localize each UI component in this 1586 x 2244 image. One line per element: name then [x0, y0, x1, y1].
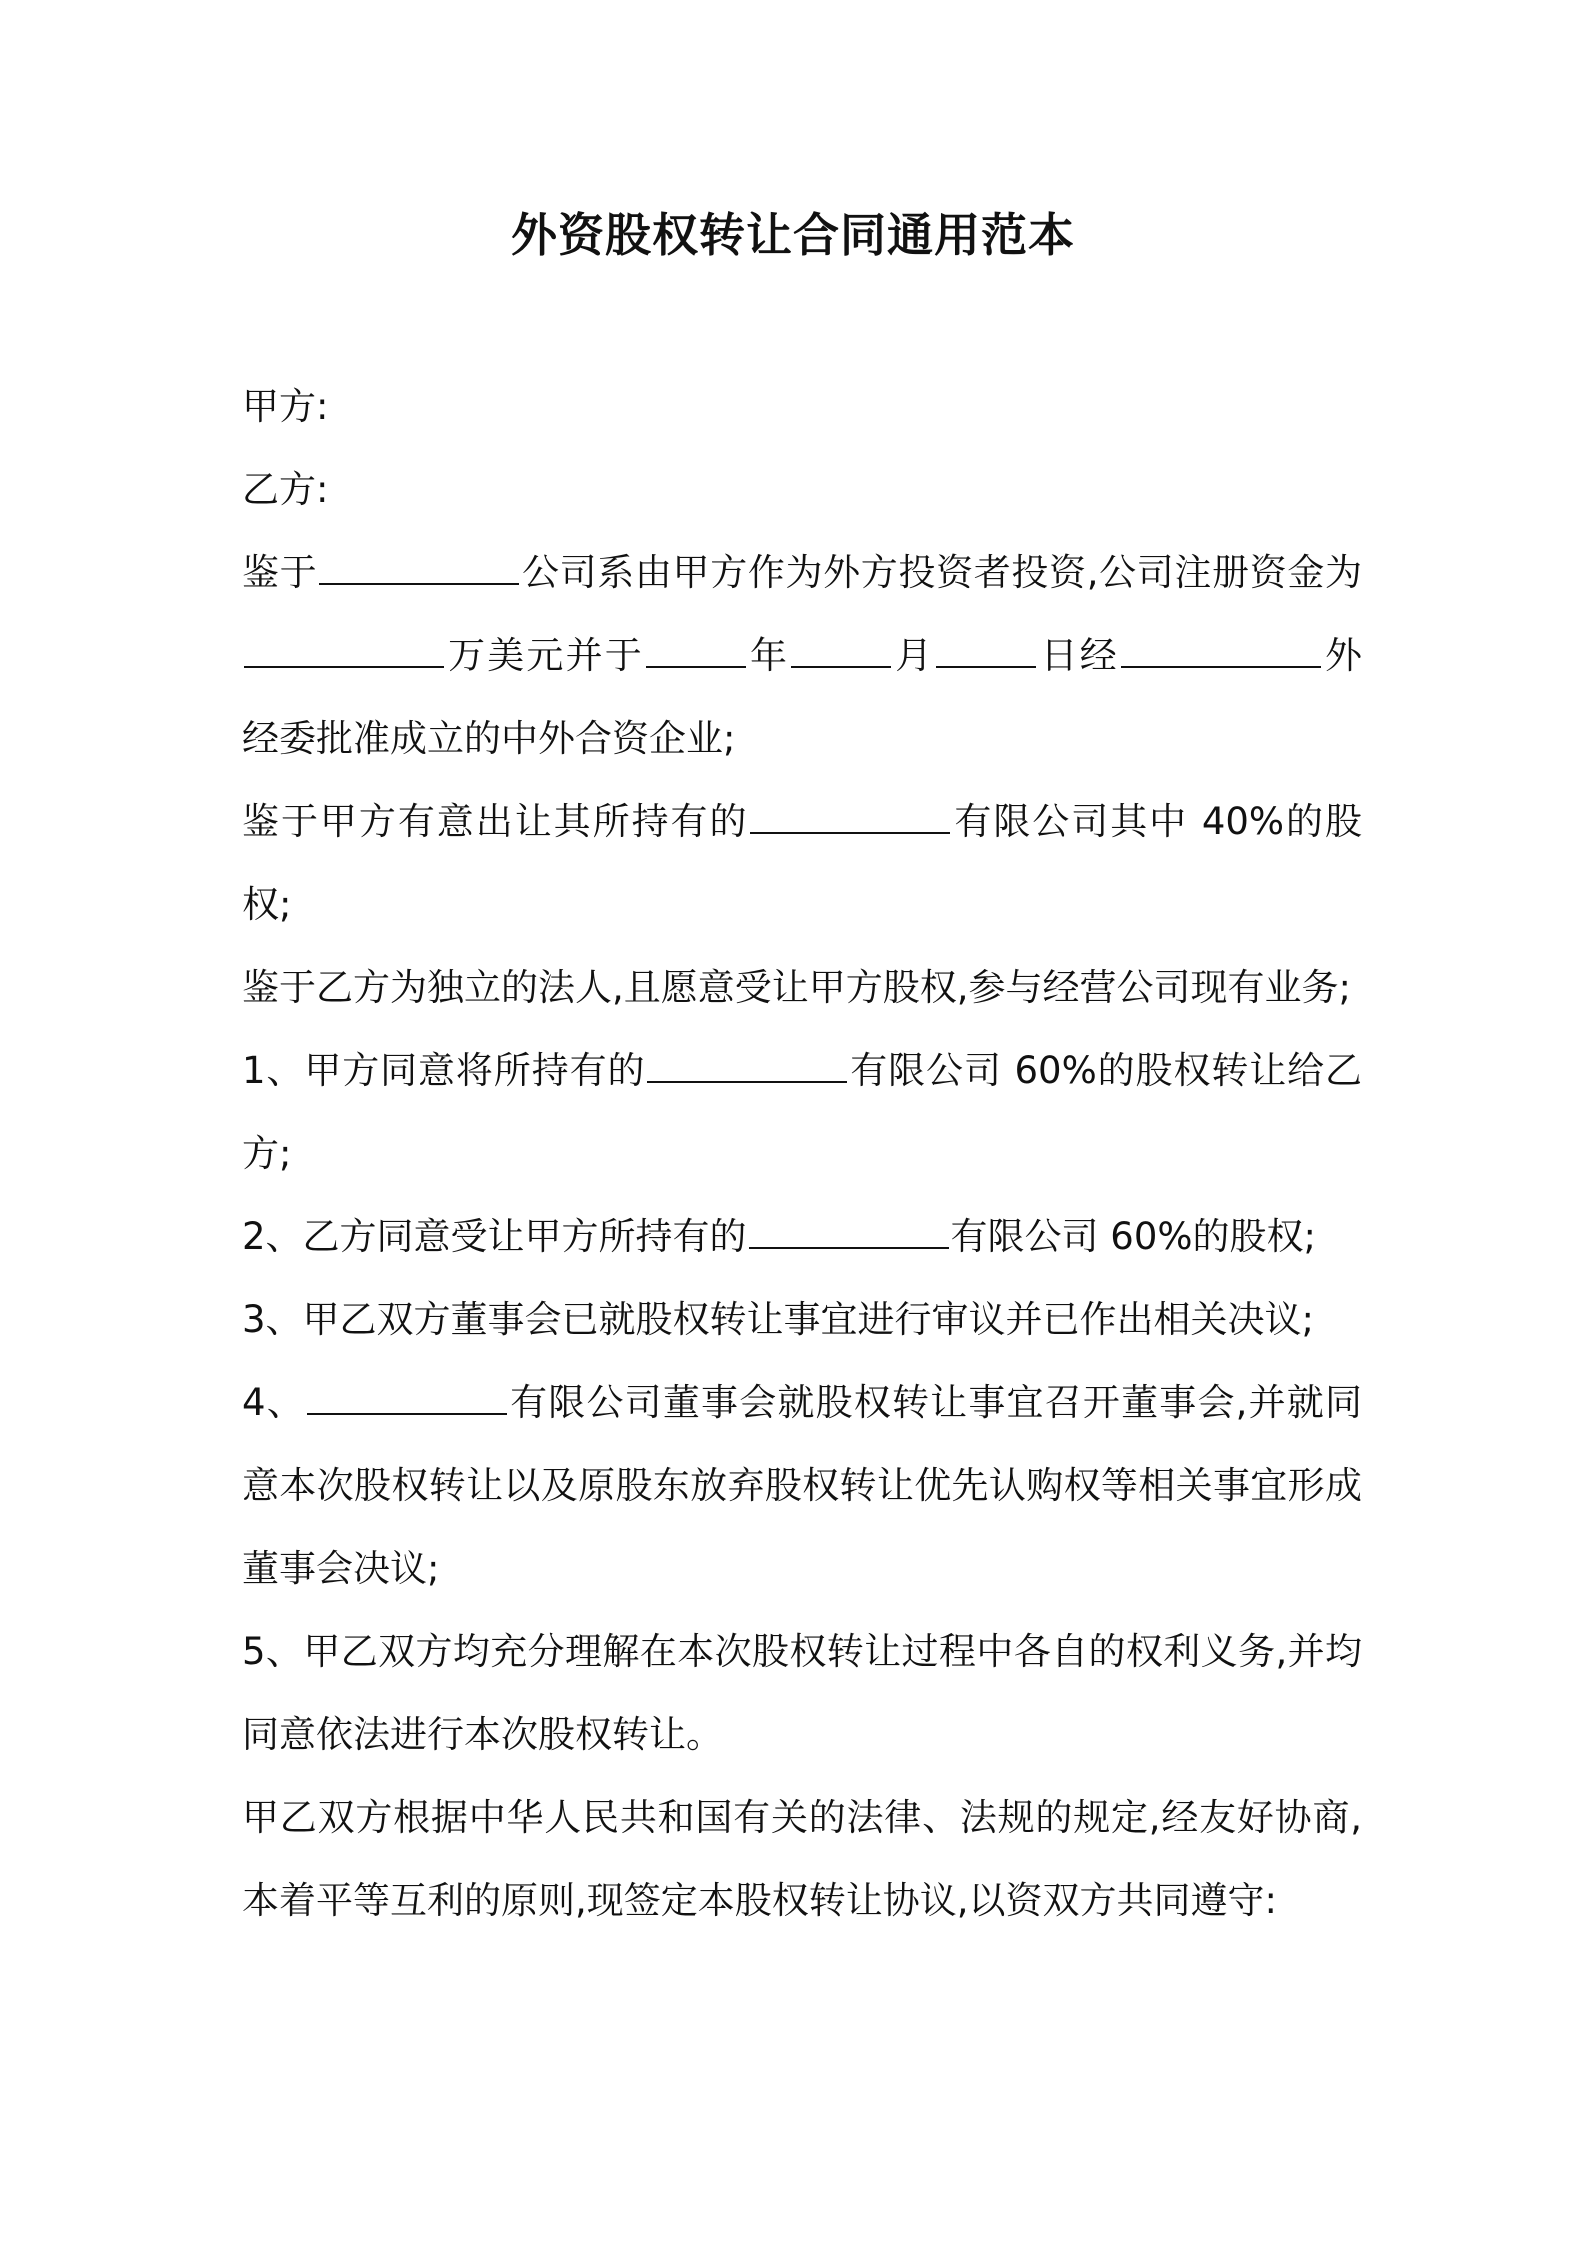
- fill-blank-company: [319, 547, 519, 585]
- document-title: 外资股权转让合同通用范本: [511, 208, 1075, 262]
- text-segment: 有限公司董事会就股权转让事宜召开董事会,并就同意本次股权转让以及原股东放弃股权转让优先认购权等相关事宜形成董事会决议;: [242, 1381, 1362, 1590]
- fill-blank-month: [791, 630, 891, 668]
- party-a-line: 甲方:: [242, 385, 329, 428]
- item-2: [242, 1195, 1362, 1278]
- fill-blank-company: [750, 796, 950, 834]
- recital-2: [242, 780, 1362, 946]
- text-segment: 鉴于甲方有意出让其所持有的: [242, 800, 749, 843]
- fill-blank-company: [749, 1211, 949, 1249]
- document-body: [242, 365, 1362, 1942]
- recital-3: 鉴于乙方为独立的法人,且愿意受让甲方股权,参与经营公司现有业务;: [242, 966, 1351, 1009]
- text-segment: 鉴于: [242, 551, 318, 594]
- item-4: [242, 1361, 1362, 1610]
- item-5: 5、甲乙双方均充分理解在本次股权转让过程中各自的权利义务,并均同意依法进行本次股权转让。: [242, 1630, 1362, 1756]
- party-b-line: 乙方:: [242, 468, 329, 511]
- text-segment: 有限公司 60%的股权;: [950, 1215, 1317, 1258]
- item-1: [242, 1029, 1362, 1195]
- item-3: 3、甲乙双方董事会已就股权转让事宜进行审议并已作出相关决议;: [242, 1298, 1315, 1341]
- fill-blank-authority: [1121, 630, 1321, 668]
- fill-blank-company: [307, 1377, 507, 1415]
- fill-blank-year: [646, 630, 746, 668]
- fill-blank-company: [647, 1045, 847, 1083]
- text-segment: 日经: [1038, 634, 1119, 677]
- text-segment: 月: [893, 634, 935, 677]
- recital-1: [242, 531, 1362, 780]
- text-segment: 万美元并于: [446, 634, 644, 677]
- text-segment: 1、甲方同意将所持有的: [242, 1049, 646, 1092]
- text-segment: 外经委批准成立的中外合资企业;: [242, 634, 1363, 760]
- fill-blank-day: [936, 630, 1036, 668]
- text-segment: 有限公司 60%的股权转让给乙方;: [242, 1049, 1362, 1175]
- text-segment: 公司系由甲方作为外方投资者投资,公司注册资金为: [521, 551, 1363, 594]
- text-segment: 有限公司其中 40%的股权;: [242, 800, 1363, 926]
- text-segment: 2、乙方同意受让甲方所持有的: [242, 1215, 747, 1258]
- closing-paragraph: 甲乙双方根据中华人民共和国有关的法律、法规的规定,经友好协商,本着平等互利的原则,现签定本股权转让协议,以资双方共同遵守:: [242, 1796, 1362, 1922]
- text-segment: 4、: [242, 1381, 305, 1424]
- text-segment: 年: [747, 634, 790, 677]
- fill-blank-capital: [244, 630, 444, 668]
